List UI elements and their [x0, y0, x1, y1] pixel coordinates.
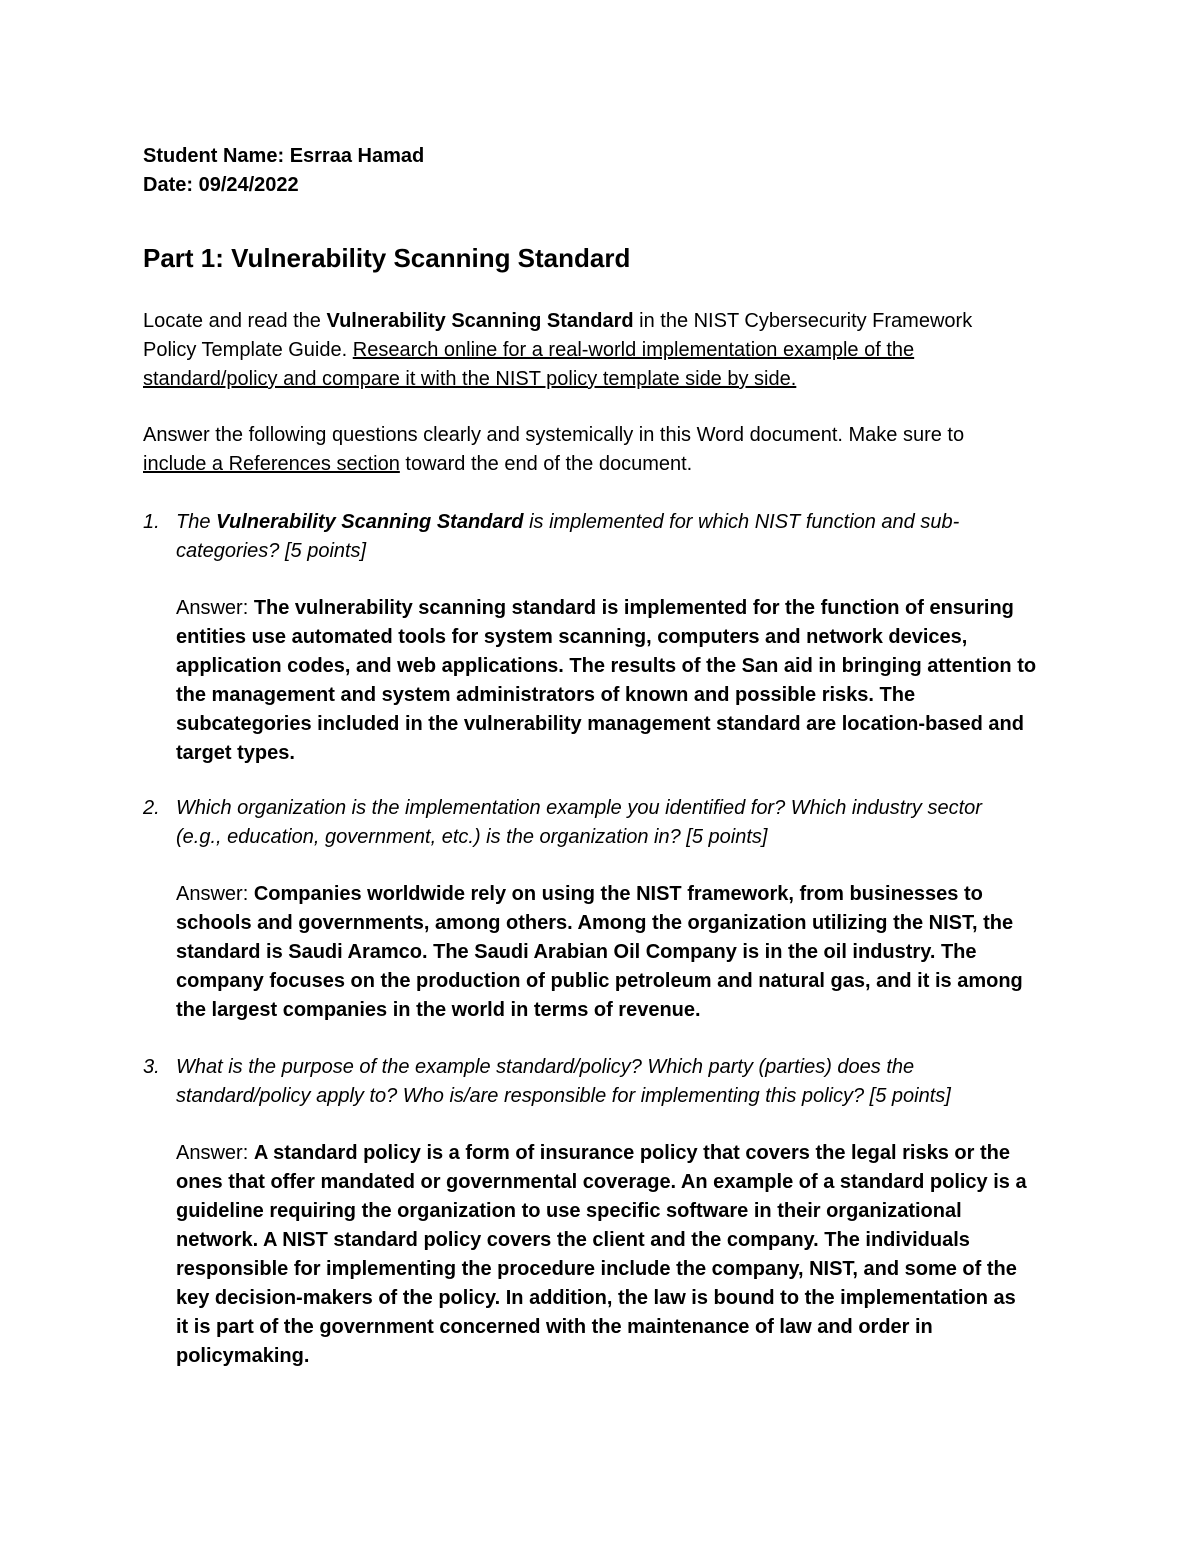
instructions-line-1: Answer the following questions clearly and systemically in this Word document. Make sure to [143, 424, 965, 446]
answer-2 [176, 880, 1080, 1025]
question-1-bold-term: Vulnerability Scanning Standard [216, 511, 524, 533]
answer-2-line-1 [176, 880, 1080, 909]
question-2-line-2: (e.g., education, government, etc.) is the organization in? [5 points] [176, 826, 768, 848]
answer-text: A standard policy is a form of insurance policy that covers the legal risks or the [253, 1142, 1010, 1164]
intro-paragraph [143, 307, 1070, 394]
question-3-line-1: What is the purpose of the example standard/policy? Which party (parties) does the [176, 1056, 915, 1078]
intro-line-2 [143, 336, 1070, 365]
intro-text: Locate and read the [143, 310, 327, 332]
question-number-2: 2. [143, 797, 160, 819]
intro-text: Policy Template Guide. [143, 339, 353, 361]
answer-2-line-2: schools and governments, among others. Among the organization utilizing the NIST, the [176, 912, 1014, 934]
answer-2-line-5: the largest companies in the world in terms of revenue. [176, 999, 701, 1021]
instructions-text: toward the end of the document. [399, 453, 693, 475]
answer-label: Answer: [176, 883, 254, 905]
question-text: The [176, 511, 217, 533]
question-2 [176, 794, 1080, 852]
answer-label: Answer: [176, 597, 254, 619]
question-1 [176, 508, 1080, 566]
answer-3-line-4: network. A NIST standard policy covers the client and the company. The individuals [176, 1229, 970, 1251]
question-number-3: 3. [143, 1056, 160, 1078]
answer-1 [176, 594, 1080, 768]
question-1-line-1 [176, 508, 1080, 537]
instructions-paragraph [143, 421, 1070, 479]
date-label: Date: [143, 174, 199, 196]
date-value: 09/24/2022 [198, 174, 299, 196]
question-3-line-2: standard/policy apply to? Who is/are responsible for implementing this policy? [5 points] [176, 1085, 951, 1107]
date-line [143, 171, 1070, 200]
answer-1-line-5: subcategories included in the vulnerability management standard are location-based and [176, 713, 1024, 735]
references-instruction-underlined: include a References section [143, 453, 400, 475]
student-name-value: Esrraa Hamad [289, 145, 425, 167]
question-1-line-2: categories? [5 points] [176, 540, 367, 562]
answer-2-line-3: standard is Saudi Aramco. The Saudi Arabian Oil Company is in the oil industry. The [176, 941, 977, 963]
answer-1-line-2: entities use automated tools for system scanning, computers and network devices, [176, 626, 968, 648]
answer-text: Companies worldwide rely on using the NIST framework, from businesses to [253, 883, 983, 905]
answer-1-line-6: target types. [176, 742, 295, 764]
answer-3-line-6: key decision-makers of the policy. In addition, the law is bound to the implementation as [176, 1287, 1016, 1309]
answer-text: The vulnerability scanning standard is implemented for the function of ensuring [253, 597, 1014, 619]
answer-3-line-8: policymaking. [176, 1345, 310, 1367]
intro-line-1 [143, 307, 1070, 336]
research-instruction-underlined: Research online for a real-world implementation example of the [352, 339, 915, 361]
student-name-line [143, 142, 1070, 171]
answer-1-line-3: application codes, and web applications. The results of the San aid in bringing attention to [176, 655, 1037, 677]
section-heading: Part 1: Vulnerability Scanning Standard [143, 243, 631, 273]
answer-1-line-4: the management and system administrators of known and possible risks. The [176, 684, 916, 706]
question-text: is implemented for which NIST function and sub- [523, 511, 960, 533]
answer-3 [176, 1139, 1080, 1371]
student-name-label: Student Name: [143, 145, 290, 167]
answer-label: Answer: [176, 1142, 254, 1164]
answer-3-line-3: guideline requiring the organization to use specific software in their organizational [176, 1200, 962, 1222]
answer-1-line-1 [176, 594, 1080, 623]
answer-3-line-2: ones that offer mandated or governmental coverage. An example of a standard policy is a [176, 1171, 1027, 1193]
question-3 [176, 1053, 1080, 1111]
answer-3-line-5: responsible for implementing the procedure include the company, NIST, and some of the [176, 1258, 1017, 1280]
instructions-line-2 [143, 450, 1070, 479]
question-2-line-1: Which organization is the implementation example you identified for? Which industry sector [176, 797, 982, 819]
answer-3-line-7: it is part of the government concerned with the maintenance of law and order in [176, 1316, 933, 1338]
student-header [143, 142, 1070, 200]
answer-3-line-1 [176, 1139, 1080, 1168]
intro-text: in the NIST Cybersecurity Framework [633, 310, 973, 332]
question-number-1: 1. [143, 511, 160, 533]
standard-name-bold: Vulnerability Scanning Standard [326, 310, 634, 332]
intro-line-3: standard/policy and compare it with the NIST policy template side by side. [143, 368, 797, 390]
answer-2-line-4: company focuses on the production of public petroleum and natural gas, and it is among [176, 970, 1023, 992]
